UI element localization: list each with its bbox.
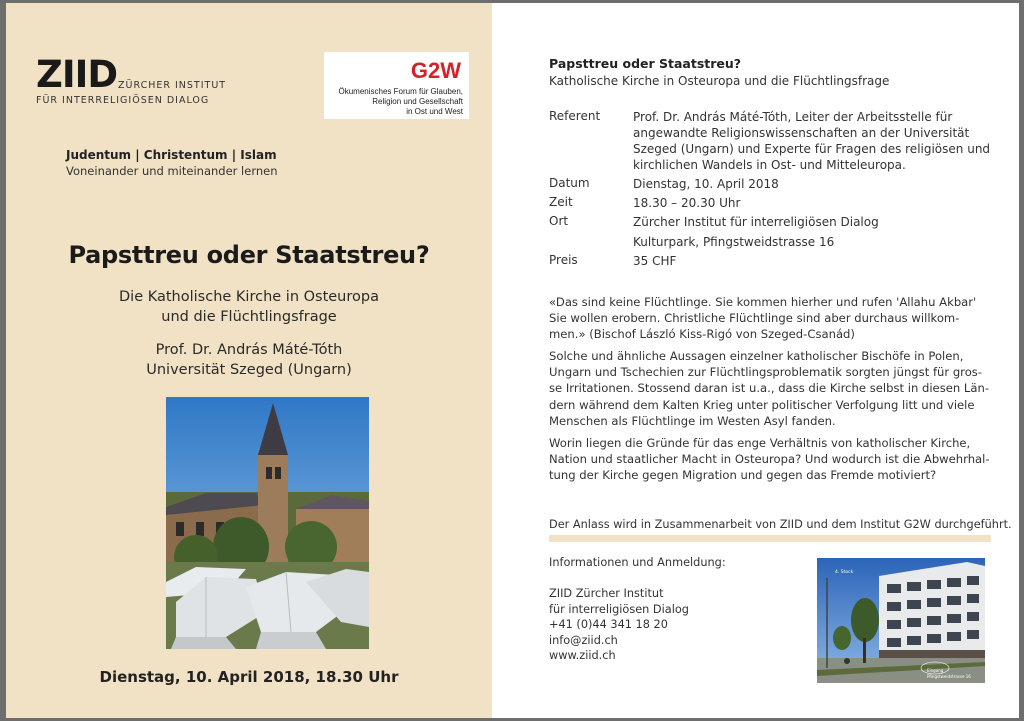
context-line: se Irritationen. Stossend daran ist u.a., dass die Kirche selbst in diesen Län-	[549, 381, 989, 396]
context-line: Ungarn und Tschechien zur Flüchtlingsproblematik sorgten jüngst für gros-	[549, 365, 983, 380]
ziid-logo-line2: FÜR INTERRELIGIÖSEN DIALOG	[36, 95, 210, 106]
quote-line: men.» (Bischof László Kiss-Rigó von Szeged-Csanád)	[549, 327, 855, 342]
referent-value	[633, 109, 990, 173]
collaboration-note: Der Anlass wird in Zusammenarbeit von ZIID und dem Institut G2W durchgeführt.	[549, 518, 1012, 531]
g2w-logo-title: G2W	[410, 58, 461, 83]
contact-block	[549, 586, 689, 664]
details-subtitle: Katholische Kirche in Osteuropa und die Flüchtlingsfrage	[549, 74, 890, 88]
ziid-logo-mark: ZIID	[36, 53, 118, 96]
referent-line: Szeged (Ungarn) und Experte für Fragen des religiösen und	[633, 142, 991, 156]
g2w-logo-line1: Ökumenisches Forum für Glauben,	[338, 87, 463, 96]
context-paragraph	[549, 348, 994, 429]
question-line: Nation und staatlicher Macht in Osteuropa? Und wodurch ist die Abwehrhal-	[549, 452, 990, 467]
contact-name-line1: ZIID Zürcher Institut	[549, 587, 664, 600]
question-line: Worin liegen die Gründe für das enge Verhältnis von katholischer Kirche,	[549, 436, 971, 450]
event-subtitle-line2: und die Flüchtlingsfrage	[161, 309, 337, 325]
context-line: dern während dem Kalten Krieg unter politischer Verfolgung litt und viele	[549, 397, 975, 412]
zeit-value: 18.30 – 20.30 Uhr	[633, 196, 741, 210]
g2w-logo	[324, 52, 469, 119]
ort-label: Ort	[549, 214, 569, 228]
event-title: Papsttreu oder Staatstreu?	[68, 241, 430, 269]
ziid-logo	[36, 53, 227, 106]
preis-label: Preis	[549, 253, 578, 267]
referent-line: angewandte Religionswissenschaften an der Universität	[633, 126, 970, 140]
topics-subtitle: Voneinander und miteinander lernen	[66, 164, 278, 178]
quote-paragraph	[549, 294, 994, 343]
photo-label-floor: 4. Stock	[835, 570, 854, 575]
flyer-sheet	[6, 3, 1019, 718]
contact-name-line2: für interreligiösen Dialog	[549, 602, 689, 616]
speaker-name: Prof. Dr. András Máté-Tóth	[155, 342, 343, 358]
referent-line: Prof. Dr. András Máté-Tóth, Leiter der Arbeitsstelle für	[633, 110, 953, 124]
question-line: tung der Kirche gegen Migration und gegen das Fremde motiviert?	[549, 468, 937, 483]
context-line: Solche und ähnliche Aussagen einzelner katholischer Bischöfe in Polen,	[549, 349, 964, 363]
zeit-label: Zeit	[549, 195, 573, 209]
g2w-logo-line3: in Ost und West	[406, 107, 463, 116]
ort-value-line2: Kulturpark, Pfingstweidstrasse 16	[633, 235, 835, 249]
referent-line: kirchlichen Wandels in Ost- und Mitteleuropa.	[633, 158, 906, 172]
photo-label-address: Pfingstweidstrasse 16	[927, 674, 971, 679]
photo-label-entrance: Eingang	[927, 668, 944, 673]
details-panel	[492, 3, 1019, 718]
datum-value: Dienstag, 10. April 2018	[633, 177, 779, 191]
ort-value-line1: Zürcher Institut für interreligiösen Dialog	[633, 215, 879, 229]
church-tents-photo	[166, 397, 369, 649]
event-subtitle-line1: Die Katholische Kirche in Osteuropa	[119, 289, 379, 305]
divider-bar	[549, 535, 991, 542]
quote-line: Sie wollen erobern. Christliche Flüchtlinge sind aber durchaus willkom-	[549, 311, 960, 326]
question-paragraph	[549, 435, 994, 484]
building-photo	[817, 558, 985, 683]
details-title: Papsttreu oder Staatstreu?	[549, 56, 742, 71]
speaker-affiliation: Universität Szeged (Ungarn)	[146, 362, 352, 378]
referent-label: Referent	[549, 109, 601, 123]
contact-web-link[interactable]: www.ziid.ch	[549, 649, 616, 662]
topics-title: Judentum | Christentum | Islam	[66, 148, 277, 162]
preis-value: 35 CHF	[633, 254, 677, 268]
cover-panel	[6, 3, 492, 718]
contact-phone: +41 (0)44 341 18 20	[549, 618, 668, 631]
quote-line: «Das sind keine Flüchtlinge. Sie kommen hierher und rufen 'Allahu Akbar'	[549, 295, 977, 309]
g2w-logo-line2: Religion und Gesellschaft	[372, 97, 463, 106]
ziid-logo-line1: ZÜRCHER INSTITUT	[118, 80, 227, 91]
event-date-time: Dienstag, 10. April 2018, 18.30 Uhr	[99, 668, 399, 686]
contact-email-link[interactable]: info@ziid.ch	[549, 633, 618, 647]
datum-label: Datum	[549, 176, 590, 190]
contact-heading: Informationen und Anmeldung:	[549, 556, 726, 569]
context-line: Menschen als Flüchtlinge im Westen Asyl fanden.	[549, 413, 836, 428]
